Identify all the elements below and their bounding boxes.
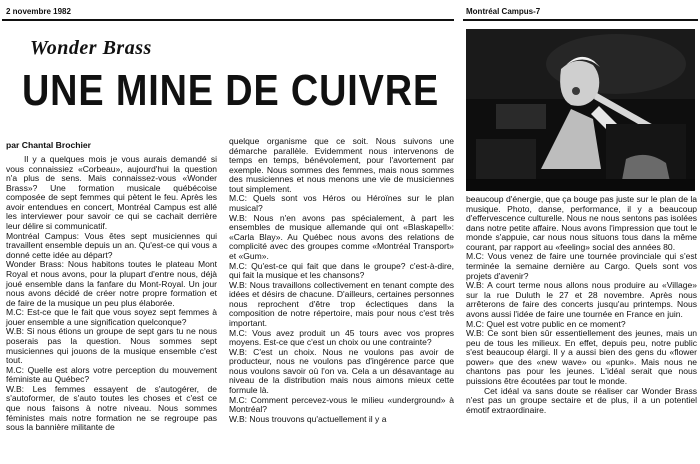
paragraph: quelque organisme que ce soit. Nous suivons une démarche parallèle. Evidemment nous intervenons de temps en temps, bénévolement, pour l'avortement par exemple. Nous sommes des femmes, mais nous sommes des musiciennes et nous menons une vie de musiciennes tout simplement. — [229, 136, 454, 194]
paragraph: Montréal Campus: Vous êtes sept musiciennes qui travaillent ensemble depuis un an. Qu'est-ce qui vous a donné cette idée au départ? — [6, 230, 217, 260]
paragraph: M.C: Est-ce que le fait que vous soyez sept femmes à jouer ensemble a une signification quelconque? — [6, 307, 217, 327]
article-headline: UNE MINE DE CUIVRE — [22, 66, 440, 115]
article-kicker: Wonder Brass — [30, 37, 152, 59]
article-byline: par Chantal Brochier — [6, 140, 92, 150]
paragraph: M.C: Vous venez de faire une tournée provinciale qui s'est terminée la semaine dernière au Cargo. Quels sont vos projets d'avenir? — [466, 251, 697, 281]
paragraph: M.C: Quelle est alors votre perception du mouvement féministe au Québec? — [6, 364, 217, 385]
paragraph: Wonder Brass: Nous habitons toutes le plateau Mont Royal et nous avons, pour la plupart d'entre nous, déjà joué ensemble dans la fanfare du Mont-Royal. Un jour nous avons décidé de créer notre propre formation et de faire de la musique un peu plus élaborée. — [6, 259, 217, 308]
text-column-2 — [229, 137, 454, 424]
paragraph: W.B: Si nous étions un groupe de sept gars tu ne nous poserais pas la question. Nous sommes sept musiciennes qui jouons de la musique ensemble c'est tout. — [6, 326, 217, 366]
issue-date: 2 novembre 1982 — [6, 7, 71, 16]
paragraph: W.B: Les femmes essayent de s'autogérer, de s'autoformer, de s'auto toutes les choses et c'est ce que nous faisons à notre niveau. Nous sommes féministes mais notre formation ne se regroupe pas sous la bannière militante de — [6, 383, 217, 433]
paragraph: W.B: Nous trouvons qu'actuellement il y a — [229, 413, 387, 424]
paragraph: M.C: Quel est votre public en ce moment? — [466, 318, 626, 329]
paragraph: W.B: C'est un choix. Nous ne voulons pas avoir de producteur, nous ne voulons pas d'ingérence parce que nous voulons savoir où l'on va. Cela a un désavantage au niveau de la distribution mais nous aimons mieux cette formule là. — [229, 346, 454, 396]
trumpet-player-image — [466, 29, 695, 191]
paragraph: beaucoup d'énergie, que ça bouge pas juste sur le plan de la musique. Photo, danse, performance, il y a beaucoup d'effervescence culturelle. Nous ne nous sentons pas isolées dans notre petite affaire. Nous avons l'impression que tout le monde s'appuie, car nous nous situons tous dans la même courant, par rapport au «feeling» social des années 80. — [466, 194, 697, 252]
paragraph: M.C: Quels sont vos Héros ou Héroïnes sur le plan musical? — [229, 193, 454, 214]
header-rule-left — [2, 19, 454, 21]
text-column-3 — [466, 195, 697, 415]
text-column-1 — [6, 155, 217, 433]
paragraph: W.B: Nous n'en avons pas spécialement, à part les ensembles de musique allemande qui ont «Blaskapell»: «Carla Blay». Au Québec nous avons des relations de complicité avec des groupes comme «Montréal Transport» et «Gum». — [229, 212, 454, 261]
paragraph: Il y a quelques mois je vous aurais demandé si vous connaissiez «Corbeau», aujourd'hui la question n'a plus de sens. Mais connaissez-vous «Wonder Brass»? Une formation musicale québécoise composée de sept femmes qui pètent le feu. Après les avoir entendues en concert, Montréal Campus est allé les interviewer pour savoir ce qui se cachait derrière leur délire si communicatif. — [6, 154, 217, 232]
page-label: Montréal Campus-7 — [466, 7, 541, 16]
header-rule-right — [463, 19, 698, 21]
paragraph: W.B: A court terme nous allons nous produire au «Village» sur la rue Duluth le 27 et 28 novembre. Après nous arrêterons de faire des concerts jusqu'au printemps. Nous avons aussi l'idée de faire une tournée en France en juin. — [466, 280, 697, 319]
paragraph: W.B: Nous travaillons collectivement en tenant compte des idées et désirs de chacune. D'ailleurs, certaines personnes nous reprochent d'être trop éclectiques dans la composition de notre répertoire, mais pour nous c'est très important. — [229, 279, 454, 328]
paragraph: M.C: Qu'est-ce qui fait que dans le groupe? c'est-à-dire, qui fait la musique et les chansons? — [229, 260, 454, 281]
paragraph: M.C: Vous avez produit un 45 tours avec vos propres moyens. Est-ce que c'est un choix ou une contrainte? — [229, 327, 454, 348]
paragraph: Cet idéal va sans doute se réaliser car Wonder Brass n'est pas un groupe sectaire et de plus, il a un potentiel émotif extraordinaire. — [466, 385, 697, 415]
band-photo — [466, 29, 695, 191]
paragraph: M.C: Comment percevez-vous le milieu «underground» à Montréal? — [229, 394, 454, 415]
paragraph: W.B: Ce sont bien sûr essentiellement des jeunes, mais un peu de tous les milieux. En effet, depuis peu, notre public s'est beaucoup élargi. Il y a aussi bien des gens du «flower power» que des «new wave» ou «punk». Mais nous ne chantons pas pour les jeunes. L'idéal serait que nous puissions être écoutées par tout le monde. — [466, 328, 697, 386]
